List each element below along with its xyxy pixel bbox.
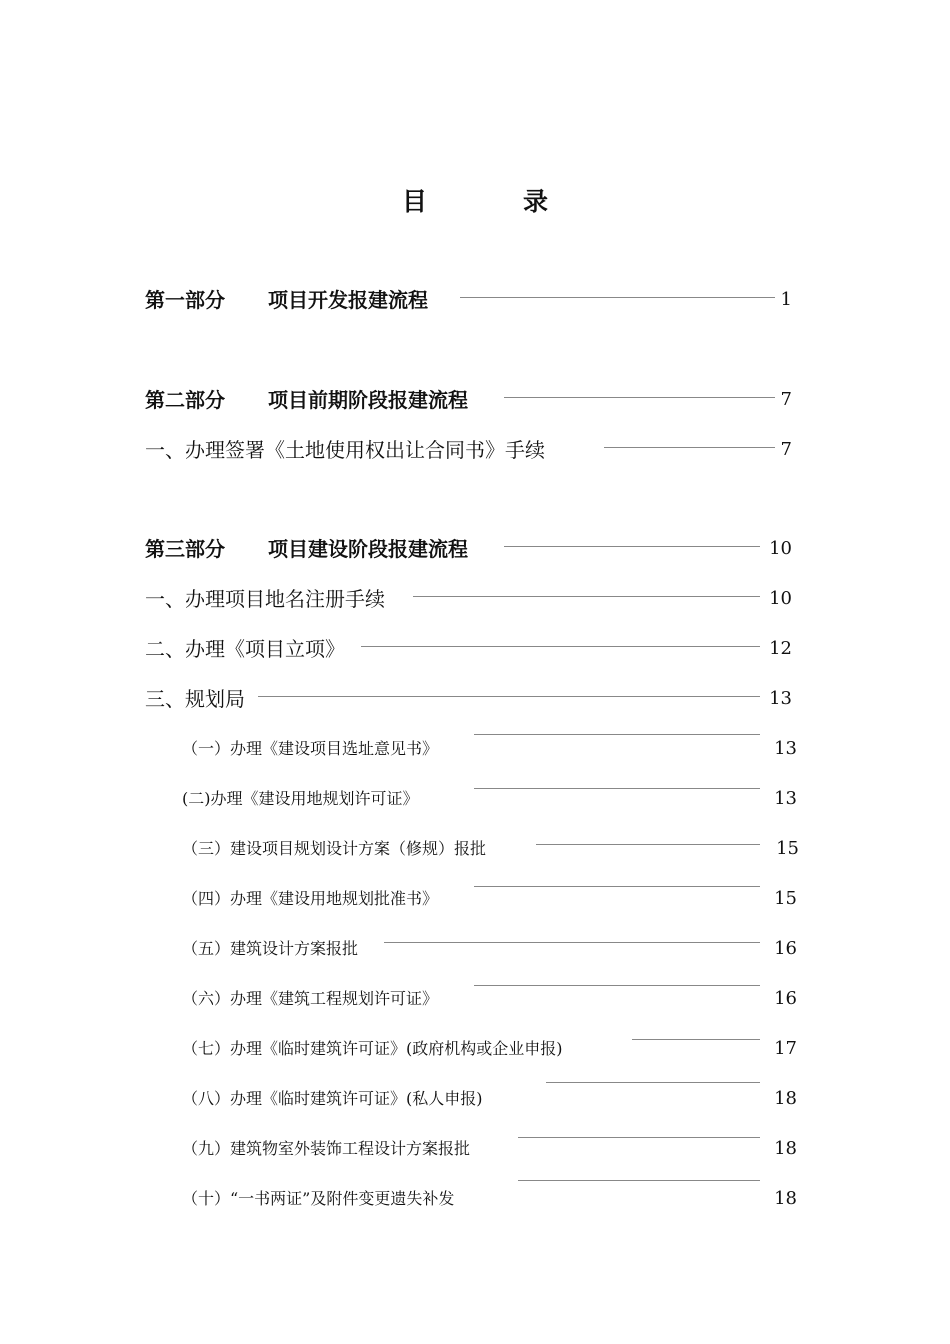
page-number: 15 — [776, 838, 799, 859]
page-number: 7 — [780, 389, 792, 410]
page-number: 1 — [780, 289, 792, 310]
dot-leader — [413, 596, 760, 597]
entry-title: （九）建筑物室外装饰工程设计方案报批 — [182, 1139, 471, 1158]
entry-title: 项目建设阶段报建流程 — [268, 537, 468, 561]
dot-leader — [536, 844, 760, 845]
entry-title: 二、办理《项目立项》 — [145, 637, 345, 661]
dot-leader — [632, 1039, 760, 1040]
toc-entry[interactable] — [0, 634, 950, 664]
page-number: 16 — [774, 988, 797, 1009]
entry-title: （七）办理《临时建筑许可证》(政府机构或企业申报) — [182, 1039, 563, 1058]
dot-leader — [518, 1180, 760, 1181]
page-number: 13 — [769, 688, 792, 709]
page-number: 15 — [774, 888, 797, 909]
toc-subentry[interactable] — [0, 1034, 950, 1064]
toc-title — [0, 182, 950, 218]
dot-leader — [384, 942, 760, 943]
toc-subentry[interactable] — [0, 1184, 950, 1214]
toc-subentry[interactable] — [0, 784, 950, 814]
dot-leader — [546, 1082, 760, 1083]
toc-entry[interactable] — [0, 584, 950, 614]
dot-leader — [258, 696, 760, 697]
dot-leader — [518, 1137, 760, 1138]
toc-subentry[interactable] — [0, 984, 950, 1014]
dot-leader — [361, 646, 760, 647]
toc-subentry[interactable] — [0, 1134, 950, 1164]
part-label: 第一部分 — [145, 288, 225, 312]
toc-entry[interactable] — [0, 684, 950, 714]
toc-entry-part-2[interactable] — [0, 385, 950, 415]
entry-title: （六）办理《建筑工程规划许可证》 — [182, 989, 439, 1008]
part-label: 第三部分 — [145, 537, 225, 561]
entry-title: 三、规划局 — [145, 687, 245, 711]
dot-leader — [504, 397, 775, 398]
toc-title-char-1: 目 — [401, 187, 427, 216]
page-number: 18 — [774, 1088, 797, 1109]
entry-title: （八）办理《临时建筑许可证》(私人申报) — [182, 1089, 483, 1108]
page-number: 18 — [774, 1188, 797, 1209]
page-number: 17 — [774, 1038, 797, 1059]
dot-leader — [474, 985, 760, 986]
entry-title: (二)办理《建设用地规划许可证》 — [182, 789, 419, 808]
toc-subentry[interactable] — [0, 934, 950, 964]
toc-subentry[interactable] — [0, 884, 950, 914]
page-number: 13 — [774, 788, 797, 809]
entry-title: （三）建设项目规划设计方案（修规）报批 — [182, 839, 487, 858]
entry-title: （十）“一书两证”及附件变更遗失补发 — [182, 1189, 455, 1208]
toc-entry[interactable] — [0, 435, 950, 465]
page-number: 10 — [769, 588, 792, 609]
page-number: 10 — [769, 538, 792, 559]
dot-leader — [474, 788, 760, 789]
entry-title: 项目前期阶段报建流程 — [268, 388, 468, 412]
entry-title: 项目开发报建流程 — [268, 288, 428, 312]
dot-leader — [474, 886, 760, 887]
page-number: 13 — [774, 738, 797, 759]
toc-entry-part-3[interactable] — [0, 534, 950, 564]
toc-entry-part-1[interactable] — [0, 285, 950, 315]
dot-leader — [474, 734, 760, 735]
entry-title: （四）办理《建设用地规划批准书》 — [182, 889, 439, 908]
page-number: 16 — [774, 938, 797, 959]
dot-leader — [504, 546, 760, 547]
entry-title: （一）办理《建设项目选址意见书》 — [182, 739, 439, 758]
toc-subentry[interactable] — [0, 1084, 950, 1114]
page-number: 12 — [769, 638, 792, 659]
page-number: 18 — [774, 1138, 797, 1159]
toc-subentry[interactable] — [0, 834, 950, 864]
entry-title: 一、办理签署《土地使用权出让合同书》手续 — [145, 438, 545, 462]
entry-title: 一、办理项目地名注册手续 — [145, 587, 385, 611]
part-label: 第二部分 — [145, 388, 225, 412]
entry-title: （五）建筑设计方案报批 — [182, 939, 359, 958]
toc-title-char-2: 录 — [523, 187, 549, 216]
page-number: 7 — [780, 439, 792, 460]
dot-leader — [460, 297, 775, 298]
toc-subentry[interactable] — [0, 734, 950, 764]
